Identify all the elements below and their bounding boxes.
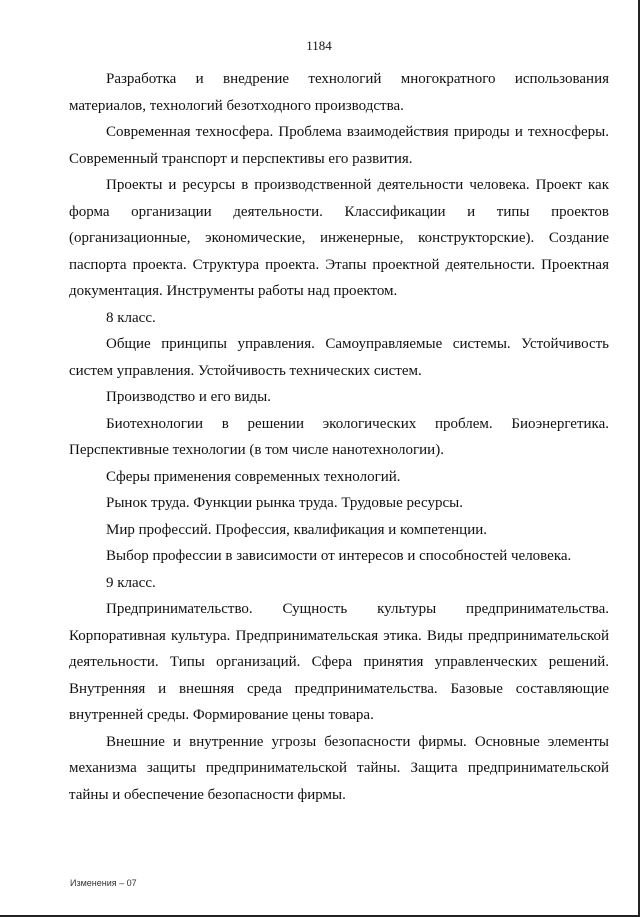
document-body <box>69 66 609 808</box>
paragraph-5: Общие принципы управления. Самоуправляемые системы. Устойчивость систем управления. Устойчивость технических систем. <box>69 336 609 379</box>
grade-heading-9: 9 класс. <box>106 574 156 591</box>
paragraph-11: Выбор профессии в зависимости от интересов и способностей человека. <box>106 548 572 564</box>
footer-revision-note: Изменения – 07 <box>70 878 137 888</box>
paragraph-13: Предпринимательство. Сущность культуры предпринимательства. Корпоративная культура. Предпринимательская этика. Виды предпринимательской деятельности. Типы организаций. Сфера принятия управленческих решений. Внутренняя и внешняя среда предпринимательства. Базовые составляющие внутренней среды. Формирование цены товара. <box>69 601 609 723</box>
paragraph-8: Сферы применения современных технологий. <box>106 468 401 485</box>
paragraph-1: Разработка и внедрение технологий многократного использования материалов, технологий безотходного производства. <box>69 71 609 114</box>
paragraph-9: Рынок труда. Функции рынка труда. Трудовые ресурсы. <box>106 495 463 511</box>
grade-heading-8: 8 класс. <box>106 309 156 326</box>
paragraph-2: Современная техносфера. Проблема взаимодействия природы и техносферы. Современный транспорт и перспективы его развития. <box>69 124 609 167</box>
paragraph-7: Биотехнологии в решении экологических проблем. Биоэнергетика. Перспективные технологии (в том числе нанотехнологии). <box>69 415 609 458</box>
paragraph-10: Мир профессий. Профессия, квалификация и компетенции. <box>106 521 487 538</box>
paragraph-6: Производство и его виды. <box>106 389 271 405</box>
paragraph-3: Проекты и ресурсы в производственной деятельности человека. Проект как форма организации деятельности. Классификации и типы проектов (организационные, экономические, инженерные, конструкторские). Создание паспорта проекта. Структура проекта. Этапы проектной деятельности. Проектная документация. Инструменты работы над проектом. <box>69 177 609 299</box>
paragraph-14: Внешние и внутренние угрозы безопасности фирмы. Основные элементы механизма защиты предпринимательской тайны. Защита предпринимательской тайны и обеспечение безопасности фирмы. <box>69 733 609 803</box>
page-number: 1184 <box>306 38 332 53</box>
